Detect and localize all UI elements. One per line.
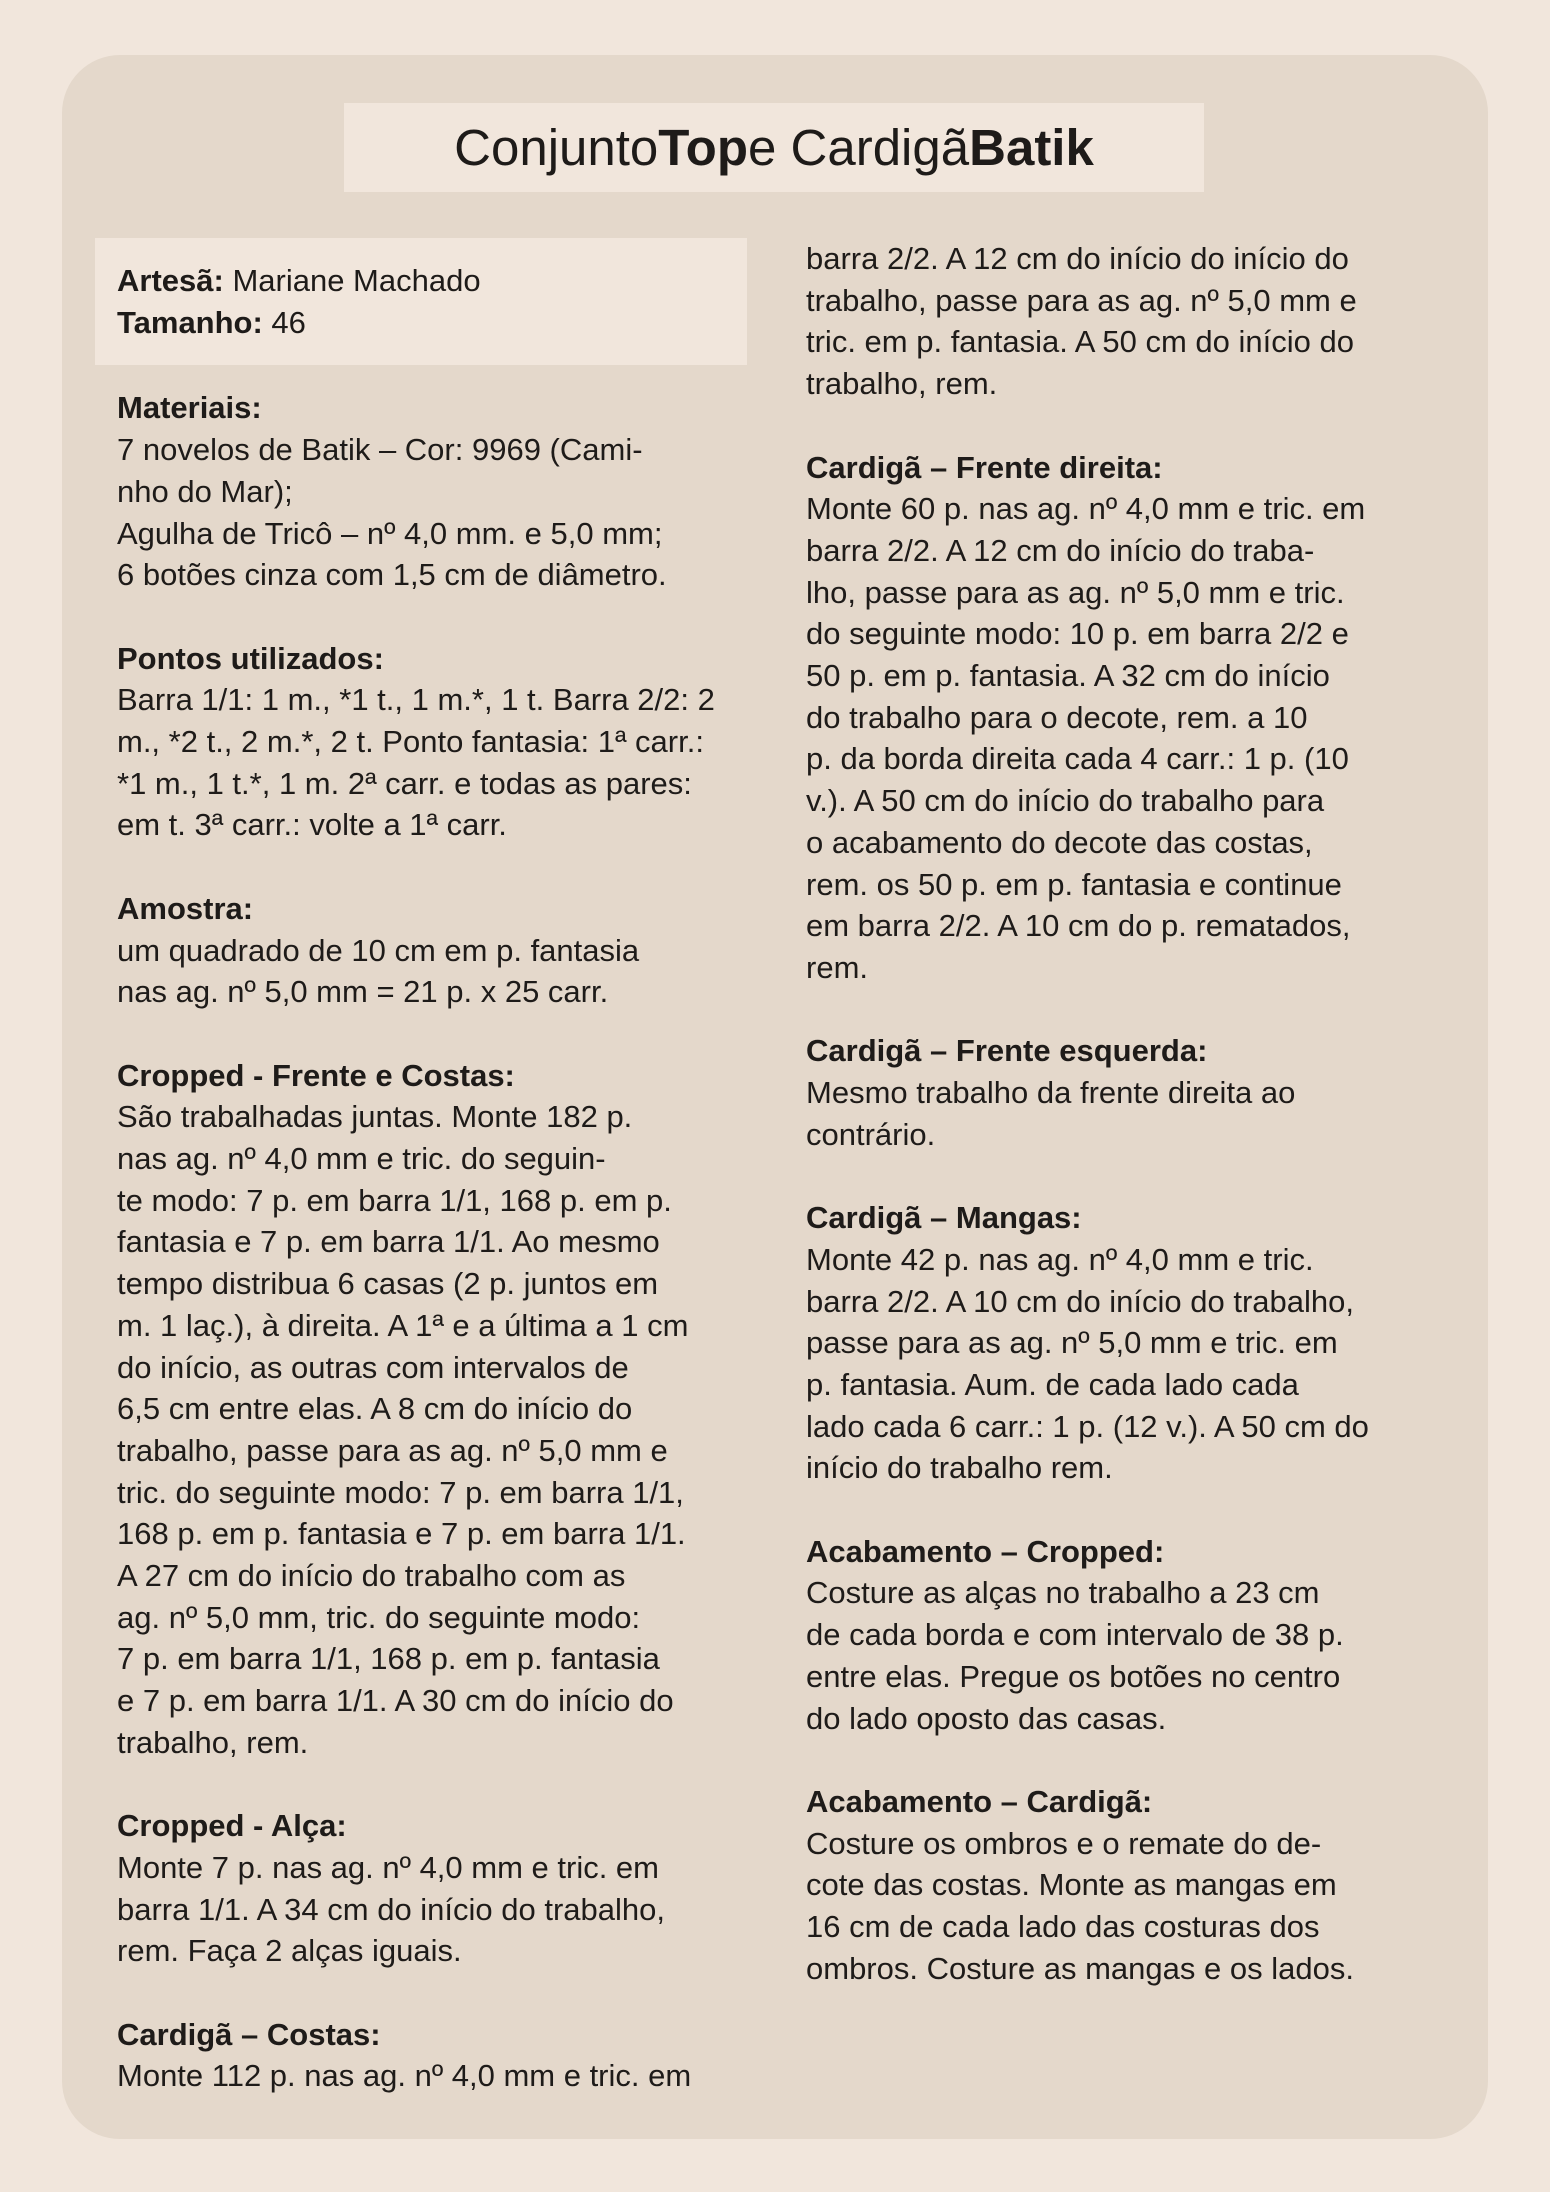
section-heading: Amostra: — [117, 890, 254, 926]
text-line: te modo: 7 p. em barra 1/1, 168 p. em p. — [117, 1182, 672, 1218]
text-line: 6,5 cm entre elas. A 8 cm do início do — [117, 1391, 633, 1427]
section-frente-direita — [806, 447, 1516, 989]
text-line: barra 1/1. A 34 cm do início do trabalho, — [117, 1891, 666, 1927]
section-acabamento-cardiga — [806, 1781, 1516, 1990]
text-line: Monte 42 p. nas ag. nº 4,0 mm e tric. — [806, 1241, 1314, 1277]
text-line: 7 p. em barra 1/1, 168 p. em p. fantasia — [117, 1641, 660, 1677]
text-line: barra 2/2. A 12 cm do início do início do — [806, 241, 1349, 276]
text-line: entre elas. Pregue os botões no centro — [806, 1658, 1341, 1694]
section-mangas — [806, 1197, 1516, 1489]
text-line: em t. 3ª carr.: volte a 1ª carr. — [117, 807, 507, 843]
text-line: tric. do seguinte modo: 7 p. em barra 1/1, — [117, 1474, 684, 1510]
text-line: Mesmo trabalho da frente direita ao — [806, 1075, 1296, 1111]
text-line: 7 novelos de Batik – Cor: 9969 (Cami- — [117, 432, 643, 468]
text-line: ombros. Costure as mangas e os lados. — [806, 1950, 1354, 1986]
text-line: A 27 cm do início do trabalho com as — [117, 1558, 626, 1594]
section-cardiga-costas-cont — [806, 238, 1516, 405]
section-heading: Cardigã – Mangas: — [806, 1200, 1082, 1236]
text-line: Monte 60 p. nas ag. nº 4,0 mm e tric. em — [806, 491, 1366, 527]
section-heading: Cropped - Frente e Costas: — [117, 1057, 515, 1093]
text-line: 6 botões cinza com 1,5 cm de diâmetro. — [117, 557, 667, 593]
text-line: Monte 7 p. nas ag. nº 4,0 mm e tric. em — [117, 1849, 660, 1885]
section-cardiga-costas — [117, 2014, 807, 2097]
text-line: rem. os 50 p. em p. fantasia e continue — [806, 866, 1342, 902]
text-line: Barra 1/1: 1 m., *1 t., 1 m.*, 1 t. Barra 2/2: 2 — [117, 682, 715, 718]
text-line: do seguinte modo: 10 p. em barra 2/2 e — [806, 616, 1349, 652]
text-line: rem. — [806, 949, 868, 985]
artesa-value: Mariane Machado — [223, 263, 481, 298]
section-heading: Cardigã – Frente direita: — [806, 449, 1163, 485]
text-line: nho do Mar); — [117, 473, 293, 509]
section-heading: Acabamento – Cropped: — [806, 1533, 1165, 1569]
text-line: trabalho, rem. — [806, 366, 998, 402]
text-line: trabalho, passe para as ag. nº 5,0 mm e — [117, 1432, 668, 1468]
text-line: um quadrado de 10 cm em p. fantasia — [117, 932, 640, 968]
text-line: nas ag. nº 4,0 mm e tric. do seguin- — [117, 1141, 606, 1177]
section-heading: Materiais: — [117, 390, 262, 426]
text-line: *1 m., 1 t.*, 1 m. 2ª carr. e todas as pares: — [117, 765, 692, 801]
section-heading: Acabamento – Cardigã: — [806, 1783, 1153, 1819]
text-line: Costure os ombros e o remate do de- — [806, 1825, 1322, 1861]
right-column — [806, 238, 1516, 2031]
text-line: cote das costas. Monte as mangas em — [806, 1867, 1337, 1903]
page-title: Conjunto Top e Cardigã Batik — [344, 103, 1204, 192]
section-cropped-frente-costas — [117, 1055, 807, 1764]
text-line: São trabalhadas juntas. Monte 182 p. — [117, 1099, 633, 1135]
text-line: p. fantasia. Aum. de cada lado cada — [806, 1366, 1299, 1402]
text-line: m. 1 laç.), à direita. A 1ª e a última a 1 cm — [117, 1307, 689, 1343]
pattern-card — [62, 55, 1488, 2139]
text-line: m., *2 t., 2 m.*, 2 t. Ponto fantasia: 1ª carr.: — [117, 724, 704, 760]
section-amostra — [117, 888, 807, 1013]
text-line: 16 cm de cada lado das costuras dos — [806, 1909, 1320, 1945]
text-line: fantasia e 7 p. em barra 1/1. Ao mesmo — [117, 1224, 660, 1260]
text-line: rem. Faça 2 alças iguais. — [117, 1933, 462, 1969]
text-line: lado cada 6 carr.: 1 p. (12 v.). A 50 cm do — [806, 1408, 1369, 1444]
section-heading: Pontos utilizados: — [117, 640, 384, 676]
text-line: 50 p. em p. fantasia. A 32 cm do início — [806, 658, 1330, 694]
section-pontos — [117, 638, 807, 847]
text-line: Costure as alças no trabalho a 23 cm — [806, 1575, 1320, 1611]
text-line: 168 p. em p. fantasia e 7 p. em barra 1/1. — [117, 1516, 686, 1552]
text-line: ag. nº 5,0 mm, tric. do seguinte modo: — [117, 1599, 641, 1635]
text-line: do trabalho para o decote, rem. a 10 — [806, 699, 1308, 735]
text-line: barra 2/2. A 10 cm do início do trabalho, — [806, 1283, 1355, 1319]
text-line: tric. em p. fantasia. A 50 cm do início do — [806, 324, 1354, 360]
tamanho-label: Tamanho: — [117, 304, 263, 340]
section-frente-esquerda — [806, 1030, 1516, 1155]
section-cropped-alca — [117, 1805, 807, 1972]
text-line: contrário. — [806, 1116, 936, 1152]
section-heading: Cardigã – Costas: — [117, 2016, 381, 2052]
text-line: barra 2/2. A 12 cm do início do traba- — [806, 532, 1315, 568]
text-line: início do trabalho rem. — [806, 1450, 1113, 1486]
text-line: passe para as ag. nº 5,0 mm e tric. em — [806, 1325, 1338, 1361]
text-line: lho, passe para as ag. nº 5,0 mm e tric. — [806, 574, 1345, 610]
info-box — [95, 238, 747, 365]
left-column — [117, 238, 807, 2139]
text-line: o acabamento do decote das costas, — [806, 824, 1313, 860]
text-line: trabalho, rem. — [117, 1724, 309, 1760]
text-line: Agulha de Tricô – nº 4,0 mm. e 5,0 mm; — [117, 515, 663, 551]
tamanho-value: 46 — [262, 304, 306, 340]
artesa-label: Artesã: — [117, 263, 224, 298]
text-line: nas ag. nº 5,0 mm = 21 p. x 25 carr. — [117, 974, 609, 1010]
text-line: Monte 112 p. nas ag. nº 4,0 mm e tric. em — [117, 2058, 692, 2094]
text-line: e 7 p. em barra 1/1. A 30 cm do início do — [117, 1683, 674, 1719]
text-line: de cada borda e com intervalo de 38 p. — [806, 1617, 1344, 1653]
section-heading: Cardigã – Frente esquerda: — [806, 1033, 1208, 1069]
text-line: tempo distribua 6 casas (2 p. juntos em — [117, 1266, 659, 1302]
text-line: v.). A 50 cm do início do trabalho para — [806, 783, 1325, 819]
text-line: trabalho, passe para as ag. nº 5,0 mm e — [806, 282, 1357, 318]
text-line: em barra 2/2. A 10 cm do p. rematados, — [806, 908, 1351, 944]
section-materiais — [117, 387, 807, 596]
section-acabamento-cropped — [806, 1531, 1516, 1740]
text-line: p. da borda direita cada 4 carr.: 1 p. (10 — [806, 741, 1349, 777]
text-line: do lado oposto das casas. — [806, 1700, 1167, 1736]
section-heading: Cropped - Alça: — [117, 1808, 347, 1844]
text-line: do início, as outras com intervalos de — [117, 1349, 629, 1385]
